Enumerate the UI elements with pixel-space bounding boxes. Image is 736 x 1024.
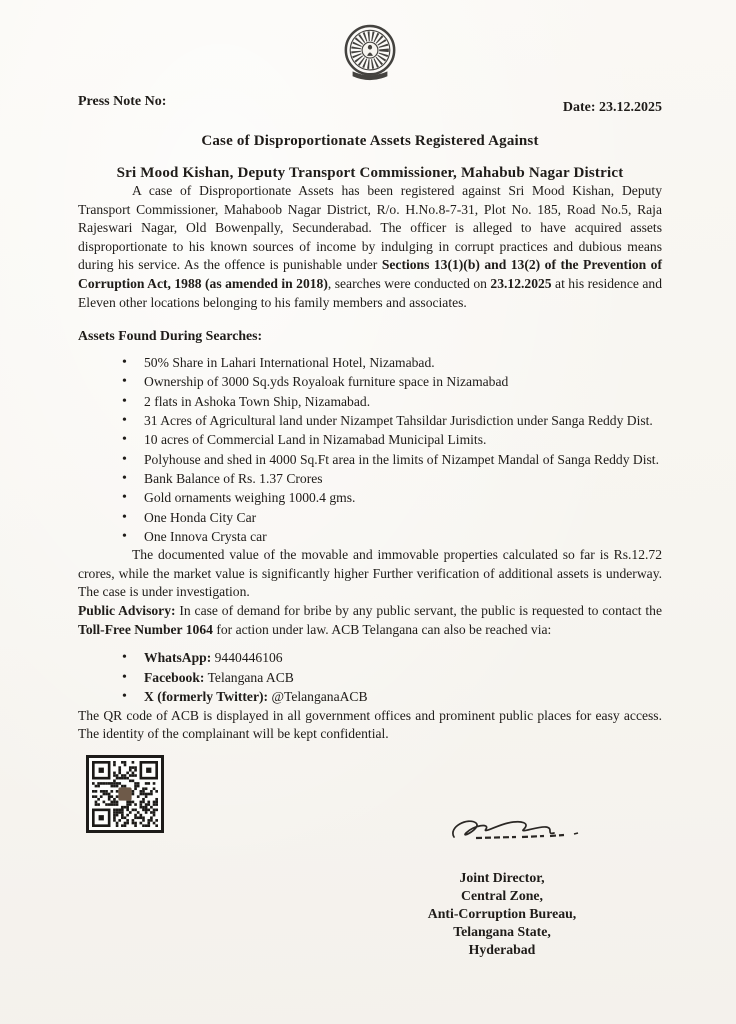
- contact-list: [78, 648, 662, 707]
- signatory-line: Hyderabad: [468, 941, 536, 957]
- advisory-text: for action under law. ACB Telangana can also be reached via:: [212, 621, 552, 637]
- asset-item: • One Innova Crysta car: [78, 527, 662, 546]
- intro-text: at his residence and Eleven other locations belonging to his family members and associates.: [78, 275, 662, 310]
- asset-item: • Bank Balance of Rs. 1.37 Crores: [78, 469, 662, 488]
- asset-item: • One Honda City Car: [78, 508, 662, 527]
- intro-paragraph: [78, 182, 662, 312]
- asset-item: • 2 flats in Ashoka Town Ship, Nizamabad.: [78, 392, 662, 411]
- signatory-line: Anti-Corruption Bureau,: [427, 905, 577, 921]
- document-title: Case of Disproportionate Assets Registered Against: [201, 133, 539, 149]
- contact-value: 9440446106: [211, 650, 283, 666]
- qr-note-paragraph: The QR code of ACB is displayed in all government offices and prominent public places for easy access. The identity of the complainant will be kept confidential.: [78, 707, 662, 742]
- intro-text: A case of Disproportionate Assets has been registered against Sri Mood Kishan, Deputy Transport Commissioner, Mahaboob Nagar District, R/o. H.No.8-7-31, Plot No. 185, Road No.5, Raja Rajeswari Nagar, Old Bowenpally, Secunderabad. The officer is alleged to have acquired assets disproportionate to his known sources of income by indulging in corrupt practices and dubious means during his service. As the offence is punishable under: [78, 183, 662, 273]
- qr-code-svg: [92, 761, 158, 827]
- asset-item: • 31 Acres of Agricultural land under Nizampet Tahsildar Jurisdiction under Sanga Reddy Dist.: [78, 411, 662, 430]
- contact-value: Telangana ACB: [204, 669, 294, 685]
- intro-sections-bold: Sections 13(1)(b) and 13(2) of the Prevention of Corruption Act, 1988 (as amended in 2018): [78, 257, 663, 291]
- contact-facebook: [78, 668, 662, 688]
- intro-date-bold: 23.12.2025: [490, 275, 552, 291]
- meta-row: [78, 94, 662, 116]
- asset-item: • Ownership of 3000 Sq.yds Royaloak furniture space in Nizamabad: [78, 372, 662, 391]
- assets-list: [78, 353, 662, 546]
- asset-item: • Polyhouse and shed in 4000 Sq.Ft area in the limits of Nizampet Mandal of Sanga Reddy Dist.: [78, 450, 662, 469]
- date-label: Date: 23.12.2025: [562, 100, 662, 115]
- signatory-line: Telangana State,: [453, 923, 551, 939]
- public-advisory-paragraph: [78, 602, 662, 639]
- intro-text: , searches were conducted on: [327, 275, 491, 291]
- signatory-line: Central Zone,: [460, 887, 543, 903]
- bottom-row: [78, 755, 662, 853]
- advisory-label: Public Advisory:: [78, 602, 176, 618]
- emblem-container: [78, 24, 662, 84]
- signatory-line: Joint Director,: [459, 869, 545, 885]
- contact-twitter: [78, 687, 662, 707]
- contact-label: X (formerly Twitter):: [144, 689, 269, 705]
- contact-label: Facebook:: [144, 669, 205, 685]
- contact-value: @TelanganaACB: [268, 689, 368, 705]
- acb-seal-icon: [341, 24, 399, 84]
- contact-label: WhatsApp:: [144, 650, 212, 666]
- document-subtitle: Sri Mood Kishan, Deputy Transport Commissioner, Mahabub Nagar District: [116, 165, 624, 181]
- qr-code-icon: [86, 755, 164, 833]
- tollfree-bold: Toll-Free Number 1064: [78, 621, 213, 637]
- assets-heading: Assets Found During Searches:: [78, 328, 263, 344]
- contact-whatsapp: [78, 648, 662, 668]
- advisory-text: In case of demand for bribe by any public servant, the public is requested to contact the: [175, 602, 662, 618]
- press-note-number-label: Press Note No:: [78, 94, 167, 109]
- signatory-block: [372, 869, 632, 959]
- asset-item: • Gold ornaments weighing 1000.4 gms.: [78, 488, 662, 507]
- asset-item: • 50% Share in Lahari International Hotel, Nizamabad.: [78, 353, 662, 372]
- valuation-paragraph: The documented value of the movable and immovable properties calculated so far is Rs.12.72 crores, while the market value is significantly higher Further verification of additional assets is underway. The case is under investigation.: [78, 547, 662, 600]
- asset-item: • 10 acres of Commercial Land in Nizamabad Municipal Limits.: [78, 430, 662, 449]
- signature-icon: [446, 813, 596, 853]
